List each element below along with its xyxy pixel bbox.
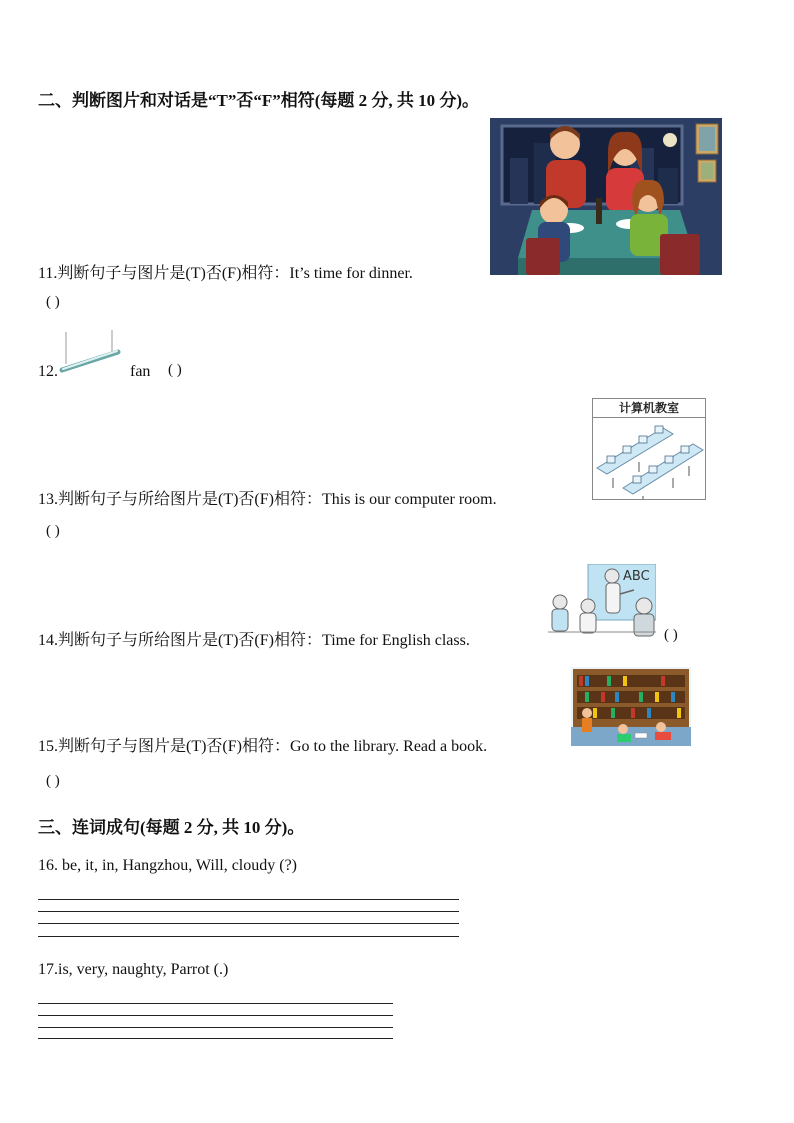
english-class-image — [548, 564, 656, 641]
library-image — [571, 667, 691, 746]
writing-line[interactable] — [38, 923, 459, 924]
english-class-board-text: ABC — [623, 569, 650, 584]
question-11 — [38, 260, 413, 283]
dinner-family-image — [490, 118, 722, 275]
fluorescent-lamp-icon — [58, 328, 124, 376]
question-16-number: 16. — [38, 857, 58, 874]
question-15-prompt: 判断句子与图片是(T)否(F)相符：Go to the library. Read a book. — [58, 738, 488, 755]
writing-line[interactable] — [38, 1027, 393, 1028]
writing-line[interactable] — [38, 1038, 393, 1039]
library-illustration — [571, 667, 691, 746]
question-17-number: 17. — [38, 961, 58, 978]
section-3-header: 三、连词成句(每题 2 分, 共 10 分)。 — [38, 818, 305, 837]
question-12-word: fan — [130, 363, 151, 380]
question-14-answer-blank[interactable]: ( ) — [664, 627, 678, 643]
question-16 — [38, 857, 297, 875]
question-17 — [38, 961, 228, 979]
writing-line[interactable] — [38, 1015, 393, 1016]
question-13 — [38, 486, 497, 509]
question-11-answer-blank[interactable]: ( ) — [46, 294, 60, 310]
fluorescent-lamp-image — [58, 328, 124, 376]
writing-line[interactable] — [38, 899, 459, 900]
computer-room-image — [592, 398, 706, 500]
writing-line[interactable] — [38, 911, 459, 912]
question-15-number: 15. — [38, 738, 58, 755]
question-14-prompt: 判断句子与所给图片是(T)否(F)相符：Time for English class. — [58, 632, 470, 649]
question-16-words: be, it, in, Hangzhou, Will, cloudy (?) — [58, 857, 298, 874]
question-13-number: 13. — [38, 491, 58, 508]
question-13-prompt: 判断句子与所给图片是(T)否(F)相符：This is our computer room. — [58, 491, 497, 508]
question-15 — [38, 733, 487, 756]
dinner-family-illustration — [490, 118, 722, 275]
writing-line[interactable] — [38, 936, 459, 937]
question-14-number: 14. — [38, 632, 58, 649]
writing-line[interactable] — [38, 1003, 393, 1004]
question-11-prompt: 判断句子与图片是(T)否(F)相符：It’s time for dinner. — [57, 265, 413, 282]
question-15-answer-blank[interactable]: ( ) — [46, 773, 60, 789]
section-2-header: 二、判断图片和对话是“T”否“F”相符(每题 2 分, 共 10 分)。 — [38, 91, 480, 110]
question-12-number: 12. — [38, 363, 58, 380]
question-14 — [38, 627, 470, 650]
question-17-words: is, very, naughty, Parrot (.) — [58, 961, 229, 978]
question-12-answer-blank[interactable]: ( ) — [168, 362, 182, 378]
computer-room-label: 计算机教室 — [593, 399, 705, 418]
question-13-answer-blank[interactable]: ( ) — [46, 523, 60, 539]
computer-room-illustration — [593, 418, 705, 500]
question-11-number: 11. — [38, 265, 58, 282]
